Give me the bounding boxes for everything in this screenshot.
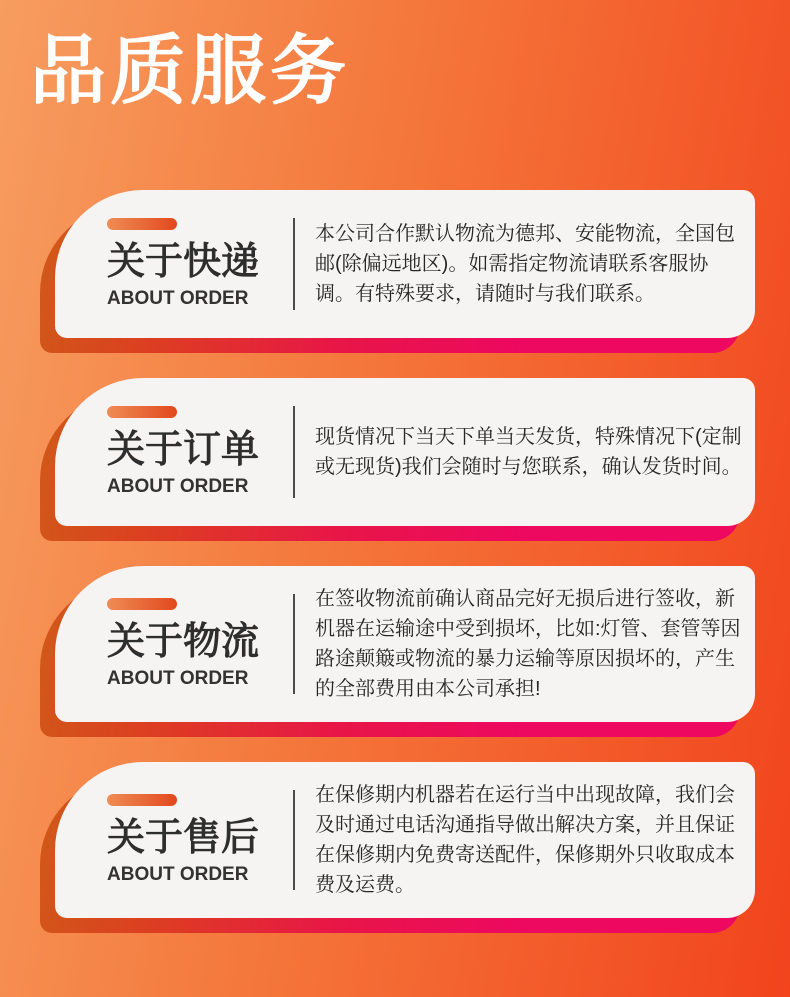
card-body: [55, 566, 755, 722]
card-subtitle: ABOUT ORDER: [107, 476, 249, 497]
card-description: 现货情况下当天下单当天发货，特殊情况下(定制或无现货)我们会随时与您联系，确认发货时间。: [315, 426, 742, 478]
service-card-list: [0, 190, 790, 918]
vertical-divider: [293, 594, 295, 694]
vertical-divider: [293, 218, 295, 310]
accent-dash-icon: [107, 218, 177, 230]
card-body: [55, 762, 755, 918]
card-express: [55, 190, 755, 338]
vertical-divider: [293, 406, 295, 498]
accent-dash-icon: [107, 406, 177, 418]
vertical-divider: [293, 790, 295, 890]
card-subtitle: ABOUT ORDER: [107, 668, 249, 689]
card-body: [55, 378, 755, 526]
accent-dash-icon: [107, 794, 177, 806]
card-heading-block: [55, 598, 293, 690]
card-logistics: [55, 566, 755, 722]
card-heading-block: [55, 218, 293, 310]
card-after-sales: [55, 762, 755, 918]
card-title: 关于订单: [107, 429, 260, 471]
card-heading-block: [55, 794, 293, 886]
card-description: 在签收物流前确认商品完好无损后进行签收，新机器在运输途中受到损坏，比如:灯管、套管等因路途颠簸或物流的暴力运输等原因损坏的，产生的全部费用由本公司承担!: [315, 588, 741, 700]
card-title: 关于物流: [107, 621, 260, 663]
card-heading-block: [55, 406, 293, 498]
card-subtitle: ABOUT ORDER: [107, 864, 249, 885]
card-order: [55, 378, 755, 526]
accent-dash-icon: [107, 598, 177, 610]
card-body: [55, 190, 755, 338]
card-title: 关于快递: [107, 241, 260, 283]
card-description: 在保修期内机器若在运行当中出现故障，我们会及时通过电话沟通指导做出解决方案，并且保证在保修期内免费寄送配件，保修期外只收取成本费及运费。: [315, 784, 735, 896]
page-title: 品质服务: [30, 29, 350, 114]
card-subtitle: ABOUT ORDER: [107, 288, 249, 309]
card-description: 本公司合作默认物流为德邦、安能物流，全国包邮(除偏远地区)。如需指定物流请联系客服协调。有特殊要求，请随时与我们联系。: [315, 223, 735, 305]
card-title: 关于售后: [107, 817, 260, 859]
